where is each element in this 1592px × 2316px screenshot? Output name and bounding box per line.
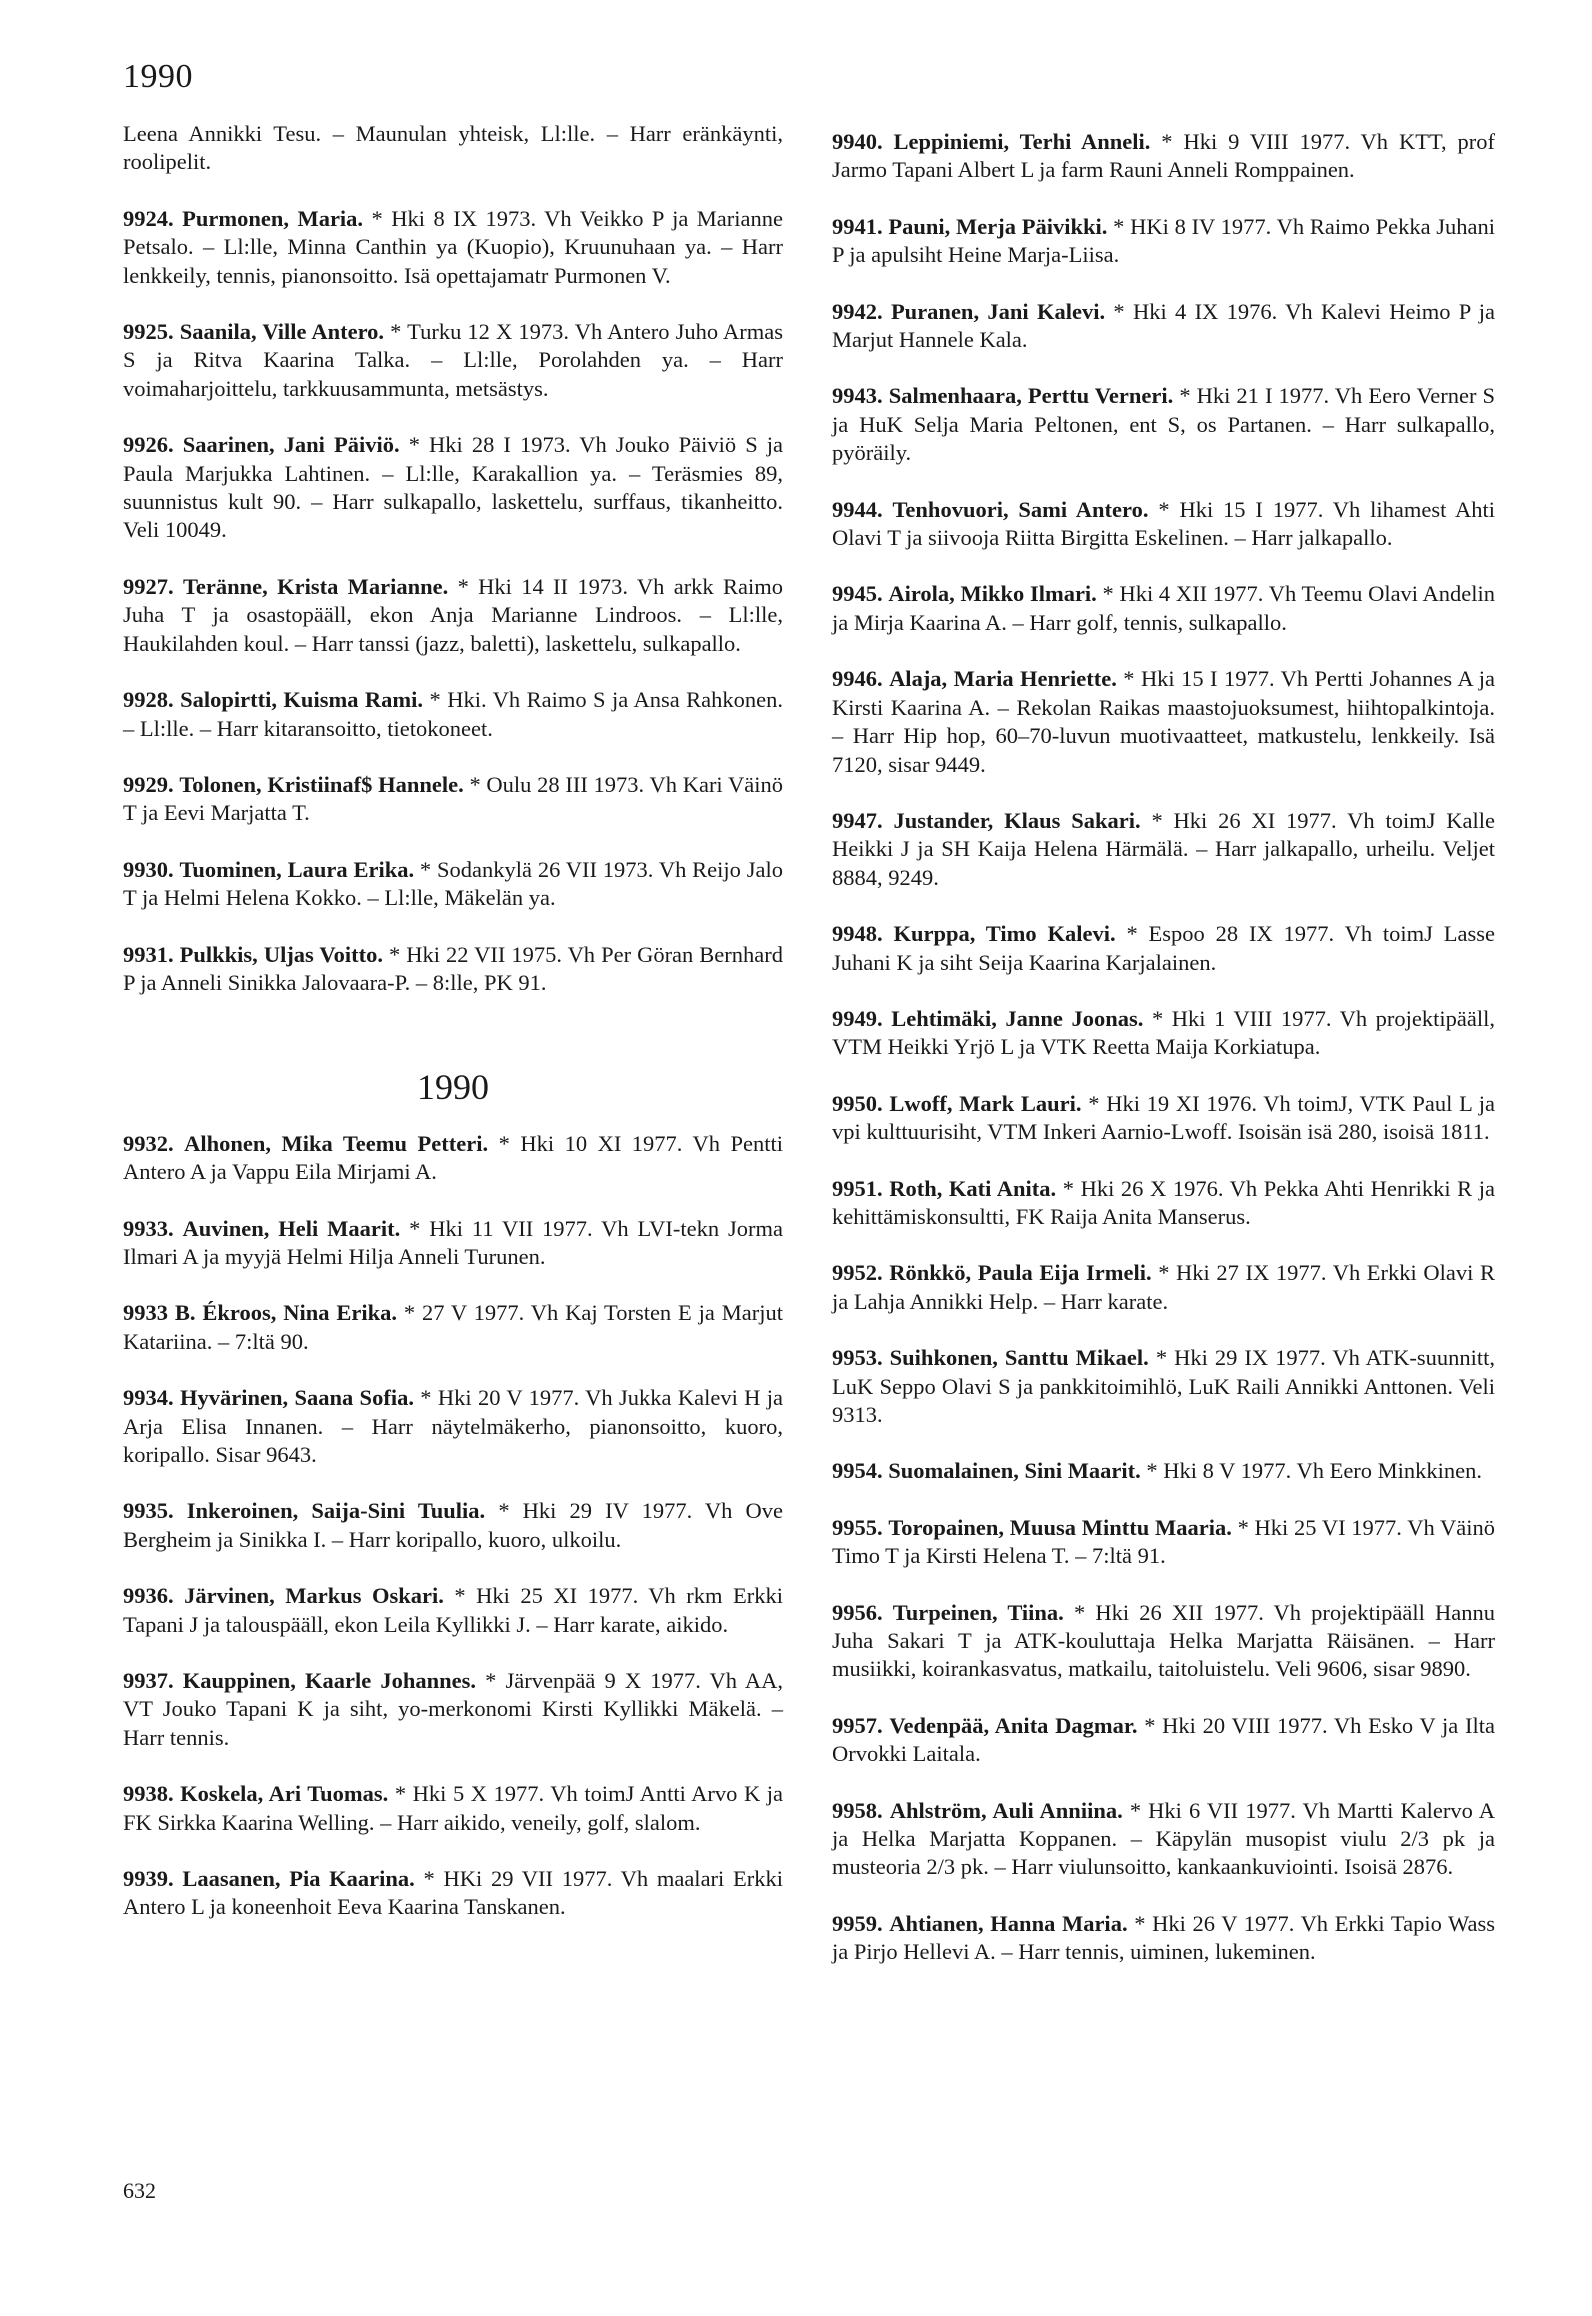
entry-text: * Hki 21 I 1977. Vh Eero Verner S ja HuK Selja Maria Peltonen, ent S, os Partanen. – Harr sulkapallo, pyöräily.	[832, 383, 1496, 466]
entry-number: 9939.	[123, 1866, 174, 1892]
register-entry	[123, 1299, 783, 1356]
entry-text: * Hki 27 IX 1977. Vh Erkki Olavi R ja Lahja Annikki Help. – Harr karate.	[832, 1260, 1496, 1314]
entry-number: 9955.	[832, 1514, 883, 1540]
right-column	[832, 128, 1495, 1995]
register-entry	[832, 1175, 1495, 1232]
entry-text: * Sodankylä 26 VII 1973. Vh Reijo Jalo T ja Helmi Helena Kokko. – Ll:lle, Mäkelän ya.	[123, 856, 783, 911]
entry-name: Puranen, Jani Kalevi.	[890, 298, 1106, 324]
register-entry	[832, 298, 1495, 355]
entry-name: Tolonen, Kristiinaf$ Hannele.	[179, 771, 464, 797]
register-entry	[832, 1514, 1495, 1571]
register-entry	[832, 496, 1495, 553]
entry-name: Hyvärinen, Saana Sofia.	[179, 1385, 414, 1411]
entry-name: Laasanen, Pia Kaarina.	[182, 1866, 415, 1892]
entry-number: 9941.	[832, 213, 883, 239]
entry-number: 9952.	[832, 1260, 883, 1286]
entry-text: * Hki 14 II 1973. Vh arkk Raimo Juha T ja osastopääll, ekon Anja Marianne Lindroos. – Ll:lle, Haukilahden koul. – Harr tanssi (jazz, baletti), laskettelu, sulkapallo.	[123, 573, 784, 656]
entry-text: * Oulu 28 III 1973. Vh Kari Väinö T ja Eevi Marjatta T.	[123, 771, 783, 826]
register-entry	[832, 1005, 1495, 1062]
running-head: 1990	[123, 58, 193, 95]
entry-text: * Hki. Vh Raimo S ja Ansa Rahkonen. – Ll:lle. – Harr kitaransoitto, tietokoneet.	[123, 687, 784, 741]
register-entry	[123, 1582, 783, 1639]
entry-number: 9951.	[832, 1175, 883, 1201]
entry-text: * Hki 6 VII 1977. Vh Martti Kalervo A ja Helka Marjatta Koppanen. – Käpylän musopist viulu 2/3 pk ja musteoria 2/3 pk. – Harr viulunsoitto, kankaankuviointi. Isoisä 2876.	[832, 1797, 1496, 1880]
entry-name: Rönkkö, Paula Eija Irmeli.	[889, 1260, 1152, 1286]
register-entry	[123, 1215, 783, 1272]
entry-number: 9948.	[832, 921, 883, 947]
entry-text: * Hki 28 I 1973. Vh Jouko Päiviö S ja Paula Marjukka Lahtinen. – Ll:lle, Karakallion ya. – Teräsmies 89, suunnistus kult 90. – Harr sulkapallo, laskettelu, surffaus, tikanheitto. Veli 10049.	[123, 432, 784, 543]
register-entry	[123, 318, 783, 403]
entry-text: * Hki 8 IX 1973. Vh Veikko P ja Marianne Petsalo. – Ll:lle, Minna Canthin ya (Kuopio), Kruunuhaan ya. – Harr lenkkeily, tennis, pianonsoitto. Isä opettajamatr Purmonen V.	[123, 205, 784, 288]
entry-number: 9943.	[832, 383, 883, 409]
entry-name: Inkeroinen, Saija-Sini Tuulia.	[186, 1498, 486, 1524]
entry-name: Salmenhaara, Perttu Verneri.	[888, 383, 1174, 409]
page-number: 632	[123, 2178, 156, 2203]
entry-text: * Hki 26 XII 1977. Vh projektipääll Hannu Juha Sakari T ja ATK-kouluttaja Helka Marjatta Räisänen. – Harr musiikki, koirankasvatus, matkailu, taitoluistelu. Veli 9606, sisar 9890.	[832, 1599, 1496, 1682]
register-entry	[832, 1457, 1495, 1485]
entry-name: Airola, Mikko Ilmari.	[888, 581, 1097, 607]
entry-number: 9953.	[832, 1345, 883, 1371]
entry-text: * Turku 12 X 1973. Vh Antero Juho Armas S ja Ritva Kaarina Talka. – Ll:lle, Porolahden ya. – Harr voimaharjoittelu, tarkkuusammunta, metsästys.	[123, 319, 784, 401]
continued-entry: Leena Annikki Tesu. – Maunulan yhteisk, Ll:lle. – Harr eränkäynti, roolipelit.	[123, 121, 783, 175]
register-entry	[832, 1599, 1495, 1684]
entry-text: * Hki 15 I 1977. Vh Pertti Johannes A ja Kirsti Kaarina A. – Rekolan Raikas maastojuoksumest, hiihtopalkintoja. – Harr Hip hop, 60–70-luvun muotivaatteet, matkustelu, lenkkeily. Isä 7120, sisar 9449.	[832, 666, 1496, 777]
entry-text: * Hki 20 V 1977. Vh Jukka Kalevi H ja Arja Elisa Innanen. – Harr näytelmäkerho, pianonsoitto, kuoro, koripallo. Sisar 9643.	[123, 1385, 783, 1467]
entry-text: * Hki 25 XI 1977. Vh rkm Erkki Tapani J ja talouspääll, ekon Leila Kyllikki J. – Harr karate, aikido.	[123, 1583, 783, 1637]
register-entry	[123, 1497, 783, 1554]
entries-before	[123, 205, 783, 998]
entry-name: Suihkonen, Santtu Mikael.	[889, 1345, 1149, 1371]
entry-name: Vedenpää, Anita Dagmar.	[889, 1712, 1138, 1738]
entry-number: 9950.	[832, 1090, 883, 1116]
entry-name: Purmonen, Maria.	[182, 205, 364, 231]
entry-number: 9930.	[123, 856, 174, 882]
register-entry	[832, 382, 1495, 467]
entry-text: * Espoo 28 IX 1977. Vh toimJ Lasse Juhani K ja siht Seija Kaarina Karjalainen.	[832, 921, 1496, 975]
year-heading: 1990	[417, 1067, 489, 1108]
entry-text: * Hki 10 XI 1977. Vh Pentti Antero A ja Vappu Eila Mirjami A.	[123, 1130, 784, 1185]
register-entry	[123, 431, 783, 545]
entry-name: Saarinen, Jani Päiviö.	[182, 432, 400, 458]
entry-name: Turpeinen, Tiina.	[892, 1599, 1064, 1625]
register-entry	[123, 205, 783, 290]
entry-text: * Hki 25 VI 1977. Vh Väinö Timo T ja Kirsti Helena T. – 7:ltä 91.	[832, 1514, 1496, 1569]
register-entry	[123, 941, 783, 998]
entry-name: Suomalainen, Sini Maarit.	[888, 1458, 1141, 1484]
entry-number: 9936.	[123, 1583, 174, 1609]
entry-name: Toropainen, Muusa Minttu Maaria.	[888, 1514, 1232, 1540]
entry-name: Leppiniemi, Terhi Anneli.	[893, 129, 1151, 154]
entry-text: * Hki 26 V 1977. Vh Erkki Tapio Wass ja Pirjo Hellevi A. – Harr tennis, uiminen, lukeminen.	[832, 1910, 1495, 1965]
register-entry	[123, 1667, 783, 1752]
entry-number: 9947.	[832, 807, 883, 833]
entry-number: 9956.	[832, 1599, 883, 1625]
entry-name: Järvinen, Markus Oskari.	[184, 1583, 444, 1609]
entry-name: Ahtianen, Hanna Maria.	[889, 1910, 1128, 1936]
register-entry	[123, 856, 783, 913]
entry-number: 9927.	[123, 573, 174, 599]
register-entry	[832, 665, 1495, 779]
entry-text: * Hki 15 I 1977. Vh lihamest Ahti Olavi T ja siivooja Riitta Birgitta Eskelinen. – Harr jalkapallo.	[832, 496, 1496, 551]
entry-name: Alhonen, Mika Teemu Petteri.	[184, 1130, 489, 1156]
entry-name: Tenhovuori, Sami Antero.	[892, 496, 1149, 522]
entry-number: 9944.	[832, 496, 883, 522]
register-entry	[832, 1344, 1495, 1429]
register-entry	[832, 580, 1495, 637]
entry-number: 9925.	[123, 319, 174, 345]
entry-text: * Järvenpää 9 X 1977. Vh AA, VT Jouko Tapani K ja siht, yo-merkonomi Kirsti Kyllikki Mäkelä. – Harr tennis.	[123, 1668, 784, 1750]
entry-number: 9924.	[123, 205, 174, 231]
entry-number: 9940.	[832, 129, 883, 154]
entry-text: * Hki 11 VII 1977. Vh LVI-tekn Jorma Ilmari A ja myyjä Helmi Hilja Anneli Turunen.	[123, 1215, 784, 1269]
entry-text: * Hki 5 X 1977. Vh toimJ Antti Arvo K ja FK Sirkka Kaarina Welling. – Harr aikido, veneily, golf, slalom.	[123, 1781, 783, 1835]
entry-name: Lwoff, Mark Lauri.	[889, 1090, 1082, 1116]
entry-text: * Hki 26 XI 1977. Vh toimJ Kalle Heikki J ja SH Kaija Helena Härmälä. – Harr jalkapallo, urheilu. Veljet 8884, 9249.	[832, 807, 1496, 890]
entry-number: 9954.	[832, 1458, 883, 1484]
entry-name: Teränne, Krista Marianne.	[182, 573, 449, 599]
entry-number: 9938.	[123, 1781, 174, 1807]
register-entry	[123, 1130, 783, 1187]
entry-name: Pauni, Merja Päivikki.	[888, 213, 1108, 239]
register-entry	[123, 1780, 783, 1837]
entry-number: 9929.	[123, 771, 174, 797]
entry-text: * Hki 4 IX 1976. Vh Kalevi Heimo P ja Marjut Hannele Kala.	[832, 298, 1496, 353]
entry-number: 9934.	[123, 1385, 174, 1411]
register-entry	[832, 1712, 1495, 1769]
register-entry	[123, 686, 783, 743]
register-entry	[123, 1865, 783, 1922]
entry-number: 9957.	[832, 1712, 883, 1738]
entry-text: * Hki 19 XI 1976. Vh toimJ, VTK Paul L ja vpi kulttuurisiht, VTM Inkeri Aarnio-Lwoff. Isoisän isä 280, isoisä 1811.	[832, 1090, 1495, 1145]
entry-name: Ahlström, Auli Anniina.	[889, 1797, 1123, 1823]
entry-text: * Hki 1 VIII 1977. Vh projektipääll, VTM Heikki Yrjö L ja VTK Reetta Maija Korkiatupa.	[832, 1005, 1496, 1060]
entry-number: 9932.	[123, 1130, 174, 1156]
entry-text: * Hki 20 VIII 1977. Vh Esko V ja Ilta Orvokki Laitala.	[832, 1712, 1495, 1767]
register-entry	[832, 1910, 1495, 1967]
entry-name: Salopirtti, Kuisma Rami.	[180, 687, 424, 713]
entry-name: Justander, Klaus Sakari.	[893, 807, 1141, 833]
entry-name: Saanila, Ville Antero.	[179, 319, 385, 345]
entry-number: 9933 B.	[123, 1300, 196, 1326]
register-entry	[832, 920, 1495, 977]
entry-number: 9949.	[832, 1005, 883, 1031]
register-entry	[832, 1259, 1495, 1316]
entry-name: Kauppinen, Kaarle Johannes.	[182, 1668, 476, 1694]
entry-text: * HKi 29 VII 1977. Vh maalari Erkki Antero L ja koneenhoit Eeva Kaarina Tanskanen.	[123, 1866, 783, 1920]
entry-text: * HKi 8 IV 1977. Vh Raimo Pekka Juhani P ja apulsiht Heine Marja-Liisa.	[832, 213, 1496, 268]
entry-number: 9946.	[832, 666, 883, 692]
entry-number: 9945.	[832, 581, 883, 607]
entry-text: * Hki 29 IV 1977. Vh Ove Bergheim ja Sinikka I. – Harr koripallo, kuoro, ulkoilu.	[123, 1498, 784, 1552]
register-entry	[123, 573, 783, 658]
entry-number: 9942.	[832, 298, 883, 324]
register-entry	[832, 1090, 1495, 1147]
entry-number: 9958.	[832, 1797, 883, 1823]
entry-name: Pulkkis, Uljas Voitto.	[179, 941, 383, 967]
entry-number: 9926.	[123, 432, 174, 458]
left-column	[123, 120, 783, 1950]
entry-name: Lehtimäki, Janne Joonas.	[891, 1005, 1144, 1031]
register-entry	[832, 213, 1495, 270]
entry-number: 9931.	[123, 941, 174, 967]
entry-number: 9959.	[832, 1910, 883, 1936]
entry-name: Koskela, Ari Tuomas.	[180, 1781, 389, 1807]
register-entry	[832, 807, 1495, 892]
register-entry	[123, 771, 783, 828]
entry-name: Roth, Kati Anita.	[889, 1175, 1057, 1201]
entry-number: 9933.	[123, 1215, 174, 1241]
entries-right	[832, 128, 1495, 1967]
entry-text: * Hki 29 IX 1977. Vh ATK-suunnitt, LuK Seppo Olavi S ja pankkitoimihlö, LuK Raili Annikki Anttonen. Veli 9313.	[832, 1345, 1496, 1427]
register-entry	[832, 128, 1495, 185]
entry-name: Kurppa, Timo Kalevi.	[893, 921, 1116, 947]
register-entry	[832, 1797, 1495, 1882]
entry-text: * Hki 26 X 1976. Vh Pekka Ahti Henrikki R ja kehittämiskonsultti, FK Raija Anita Manserus.	[832, 1175, 1496, 1229]
entry-text: * Hki 4 XII 1977. Vh Teemu Olavi Andelin ja Mirja Kaarina A. – Harr golf, tennis, sulkapallo.	[832, 581, 1496, 635]
entry-name: Alaja, Maria Henriette.	[889, 666, 1117, 692]
entry-name: Tuominen, Laura Erika.	[179, 856, 415, 882]
entry-name: Ékroos, Nina Erika.	[202, 1300, 397, 1326]
entry-number: 9928.	[123, 687, 174, 713]
entry-text: * Hki 9 VIII 1977. Vh KTT, prof Jarmo Tapani Albert L ja farm Rauni Anneli Romppainen.	[832, 129, 1496, 183]
entry-number: 9935.	[123, 1498, 174, 1524]
register-entry	[123, 1384, 783, 1469]
entry-text: * Hki 22 VII 1975. Vh Per Göran Bernhard P ja Anneli Sinikka Jalovaara-P. – 8:lle, PK 91.	[123, 941, 784, 995]
entries-after	[123, 1130, 783, 1922]
entry-text: * Hki 8 V 1977. Vh Eero Minkkinen.	[1146, 1458, 1483, 1484]
entry-text: * 27 V 1977. Vh Kaj Torsten E ja Marjut Katariina. – 7:ltä 90.	[123, 1300, 783, 1354]
entry-number: 9937.	[123, 1668, 174, 1694]
entry-name: Auvinen, Heli Maarit.	[182, 1215, 401, 1241]
